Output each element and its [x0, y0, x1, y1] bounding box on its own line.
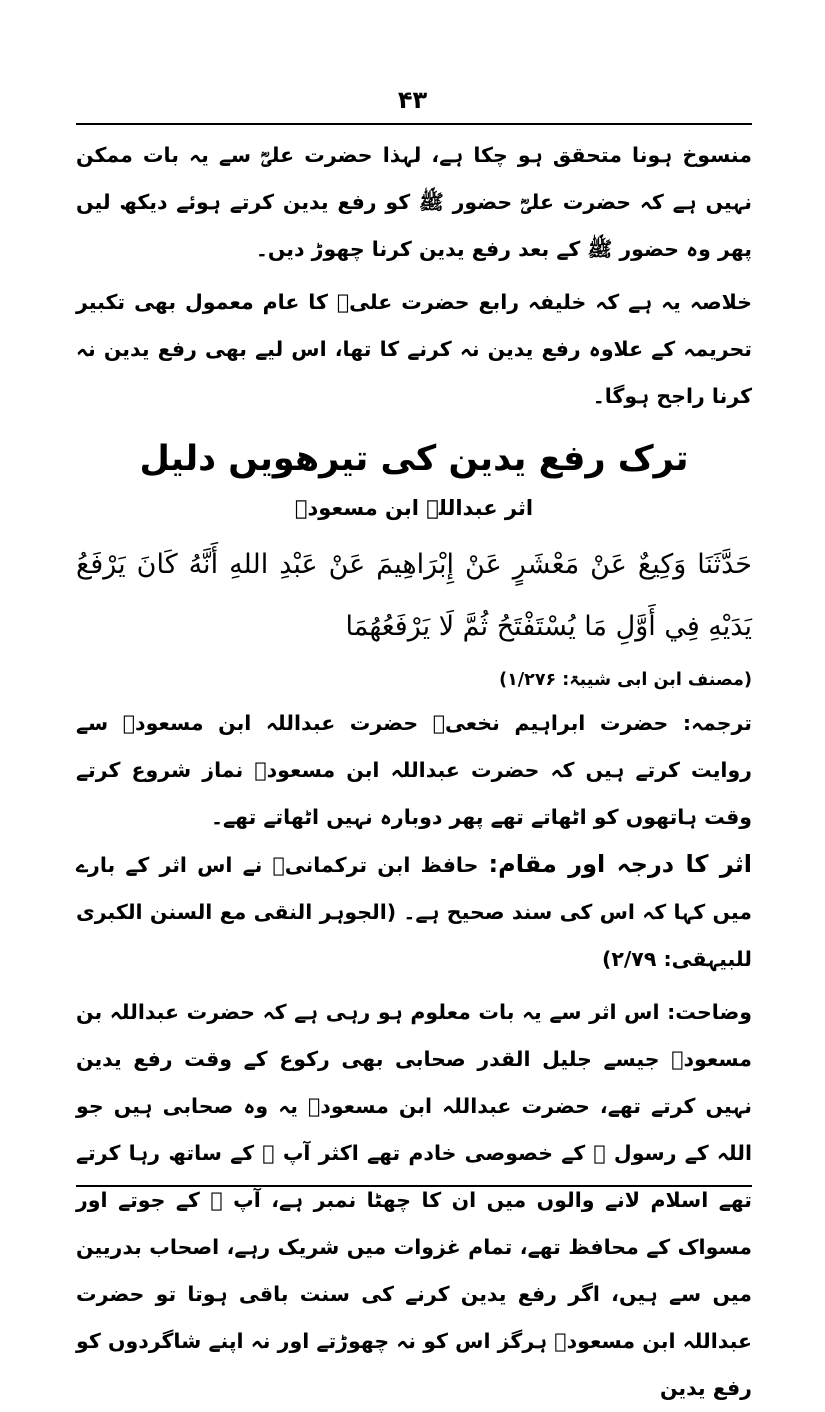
- explanation-paragraph: وضاحت: اس اثر سے یہ بات معلوم ہو رہی ہے کہ حضرت عبداللہ بن مسعودؓ جیسے جلیل القدر صحابی بھی رکوع کے وقت رفع یدین نہیں کرتے تھے، حضرت عبداللہ ابن مسعودؓ یہ وہ صحابی ہیں جو اللہ کے رسول ﷺ کے خصوصی خادم تھے اکثر آپ ﷺ کے ساتھ رہا کرتے تھے اسلام لانے والوں میں ان کا چھٹا نمبر ہے، آپ ﷺ کے جوتے اور مسواک کے محافظ تھے، تمام غزوات میں شریک رہے، اصحاب بدریین میں سے ہیں، اگر رفع یدین کرنے کی سنت باقی ہوتا تو حضرت عبداللہ ابن مسعودؓ ہرگز اس کو نہ چھوڑتے اور نہ اپنے شاگردوں کو رفع یدین: [76, 1000, 752, 1400]
- section-title: ترک رفع یدین کی تیرھویں دلیل: [139, 439, 689, 479]
- page-content: [76, 132, 752, 1412]
- status-label: اثر کا درجہ اور مقام:: [488, 850, 753, 878]
- bottom-rule: [76, 1185, 752, 1187]
- paragraph-abrogation: منسوخ ہونا متحقق ہو چکا ہے، لہذا حضرت علیؓ سے یہ بات ممکن نہیں ہے کہ حضرت علیؓ حضور ﷺ کو رفع یدین کرتے ہوئے دیکھ لیں پھر وہ حضور ﷺ کے بعد رفع یدین کرنا چھوڑ دیں۔: [76, 143, 752, 261]
- page-number: ۴۳: [397, 86, 428, 114]
- translation-paragraph: ترجمہ: حضرت ابراہیم نخعیؒ حضرت عبداللہ ابن مسعودؓ سے روایت کرتے ہیں کہ حضرت عبداللہ ابن مسعودؓ نماز شروع کرتے وقت ہاتھوں کو اٹھاتے تھے پھر دوبارہ نہیں اٹھاتے تھے۔: [76, 711, 752, 829]
- hadith-reference: (مصنف ابن ابی شیبۃ: ۱/۲۷۶): [499, 670, 752, 690]
- hadith-arabic-text: حَدَّثَنَا وَكِيعٌ عَنْ مَعْشَرٍ عَنْ إِبْرَاهِيمَ عَنْ عَبْدِ اللهِ أَنَّهُ كَانَ يَرْفَعُ يَدَيْهِ فِي أَوَّلِ مَا يُسْتَفْتَحُ ثُمَّ لَا يَرْفَعُهُمَا: [76, 549, 752, 642]
- status-paragraph: [76, 841, 752, 983]
- paragraph-summary: خلاصہ یہ ہے کہ خلیفہ رابع حضرت علیؓ کا عام معمول بھی تکبیر تحریمہ کے علاوہ رفع یدین نہ کرنے کا تھا، اس لیے بھی رفع یدین نہ کرنا راجح ہوگا۔: [76, 290, 752, 408]
- status-text: حافظ ابن ترکمانیؒ نے اس اثر کے بارے میں کہا کہ اس کی سند صحیح ہے۔ (الجوہر النقی مع السنن الکبری للبیہقی: ۲/۷۹): [76, 853, 752, 971]
- top-rule: [76, 123, 752, 125]
- section-subtitle: اثر عبداللہ ابن مسعودؓ: [294, 496, 534, 520]
